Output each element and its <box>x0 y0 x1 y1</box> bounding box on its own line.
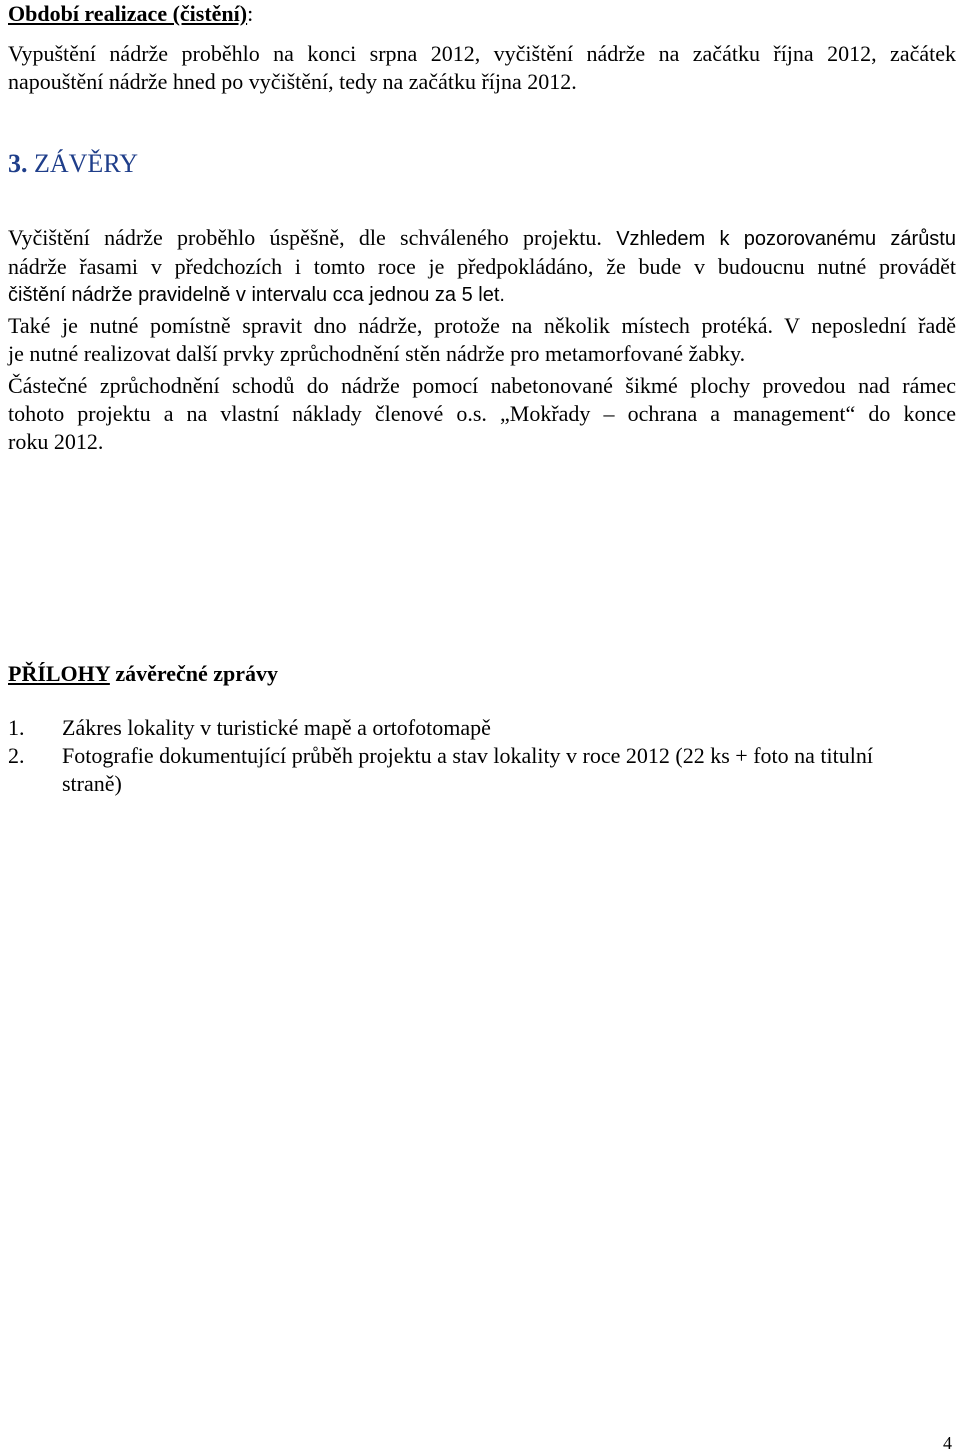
attachments-heading <box>8 660 278 688</box>
attachment-item-1-text: Zákres lokality v turistické mapě a ortofotomapě <box>62 715 491 740</box>
attachments-list <box>8 714 956 798</box>
attachment-item-1-marker: 1. <box>8 715 25 740</box>
period-heading-colon: : <box>247 1 254 26</box>
attachment-item-2-text-line-1: Fotografie dokumentující průběh projektu a stav lokality v roce 2012 (22 ks + foto na titulní <box>62 743 873 768</box>
period-paragraph <box>8 40 956 96</box>
conclusion-p1-line-1-sans: Vzhledem k pozorovanému zárůstu <box>601 228 956 250</box>
section-3-heading <box>8 148 138 180</box>
page-number: 4 <box>943 1433 952 1453</box>
attachment-item-2 <box>8 742 956 798</box>
conclusion-paragraph-3 <box>8 372 956 456</box>
attachment-item-1 <box>8 714 956 742</box>
conclusion-p1-line-2: nádrže řasami v předchozích i tomto roce je předpokládáno, že bude v budoucnu nutné provádět <box>8 254 956 279</box>
period-text-line-1: Vypuštění nádrže proběhlo na konci srpna 2012, vyčištění nádrže na začátku října 2012, začátek <box>8 41 956 66</box>
attachments-heading-rest: závěrečné zprávy <box>109 661 279 686</box>
conclusion-p3-line-2: tohoto projektu a na vlastní náklady členové o.s. „Mokřady – ochrana a management“ do konce <box>8 401 956 426</box>
conclusion-p3-line-1: Částečné zprůchodnění schodů do nádrže pomocí nabetonované šikmé plochy provedou nad rámec <box>8 373 956 398</box>
conclusion-p3-line-3: roku 2012. <box>8 429 104 454</box>
section-3-title: ZÁVĚRY <box>34 149 138 178</box>
attachment-item-2-marker: 2. <box>8 743 25 768</box>
period-heading-label: Období realizace (čistění) <box>8 1 248 26</box>
conclusion-paragraph-1 <box>8 224 956 309</box>
conclusion-p1-line-1-serif: Vyčištění nádrže proběhlo úspěšně, dle schváleného projektu. <box>8 225 602 250</box>
conclusion-p2-line-1: Také je nutné pomístně spravit dno nádrže, protože na několik místech protéká. V neposlední řadě <box>8 313 956 338</box>
attachments-heading-underlined: PŘÍLOHY <box>8 661 110 686</box>
period-heading <box>8 0 253 28</box>
conclusion-p2-line-2: je nutné realizovat další prvky zprůchodnění stěn nádrže pro metamorfované žabky. <box>8 341 746 366</box>
conclusion-p1-line-1 <box>8 224 956 253</box>
period-text-line-2: napouštění nádrže hned po vyčištění, tedy na začátku října 2012. <box>8 69 577 94</box>
section-3-number: 3. <box>8 149 28 178</box>
conclusion-paragraph-2 <box>8 312 956 368</box>
attachment-item-2-text-line-2: straně) <box>62 771 122 796</box>
conclusion-p1-line-3: čištění nádrže pravidelně v intervalu cca jednou za 5 let. <box>8 284 505 306</box>
